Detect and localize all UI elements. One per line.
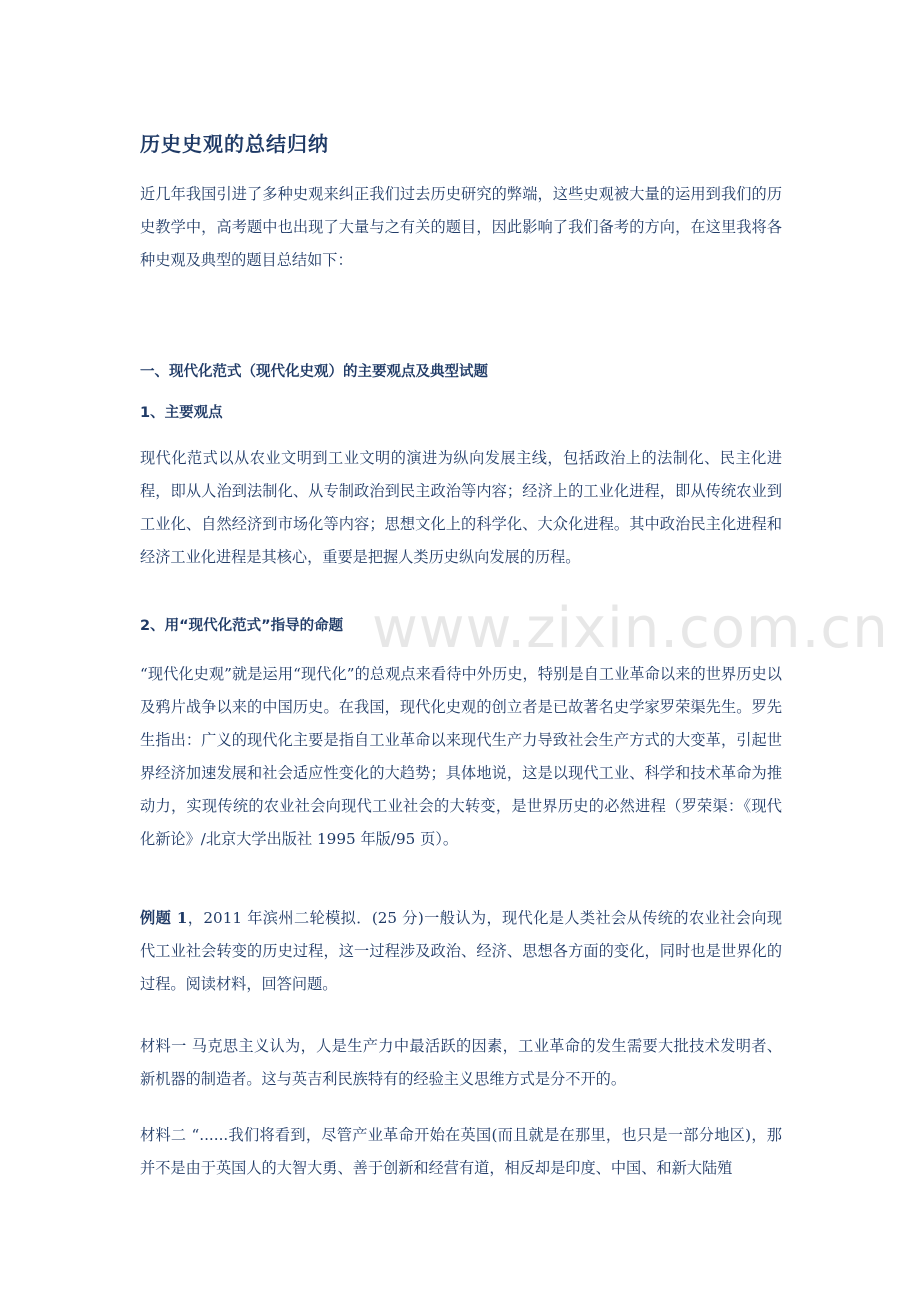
modernization-paragraph: “现代化史观”就是运用“现代化”的总观点来看待中外历史，特别是自工业革命以来的世界历史以及鸦片战争以来的中国历史。在我国，现代化史观的创立者是已故著名史学家罗荣渠先生。罗先生指出：广义的现代化主要是指自工业革命以来现代生产力导致社会生产方式的大变革，引起世界经济加速发展和社会适应性变化的大趋势；具体地说，这是以现代工业、科学和技术革命为推动力，实现传统的农业社会向现代工业社会的大转变，是世界历史的必然进程（罗荣渠：《现代化新论》/北京大学出版社 1995 年版/95 页）。	[140, 665, 782, 848]
page-title: 历史史观的总结归纳	[140, 132, 329, 156]
subsection-heading: 2、用“现代化范式”指导的命题	[140, 618, 344, 634]
material-one-paragraph: 材料一 马克思主义认为，人是生产力中最活跃的因素，工业革命的发生需要大批技术发明者、新机器的制造者。这与英吉利民族特有的经验主义思维方式是分不开的。	[140, 1037, 782, 1088]
example-label: 例题 1	[140, 909, 188, 927]
example-text: ，2011 年滨州二轮模拟．(25 分)一般认为，现代化是人类社会从传统的农业社会向现代工业社会转变的历史过程，这一过程涉及政治、经济、思想各方面的变化，同时也是世界化的过程。阅读材料，回答问题。	[140, 909, 783, 993]
section-heading: 一、现代化范式（现代化史观）的主要观点及典型试题	[140, 364, 488, 380]
material-two-paragraph: 材料二 “......我们将看到，尽管产业革命开始在英国(而且就是在那里，也只是一部分地区)，那并不是由于英国人的大智大勇、善于创新和经营有道，相反却是印度、中国、和新大陆殖	[140, 1126, 782, 1177]
main-points-paragraph: 现代化范式以从农业文明到工业文明的演进为纵向发展主线，包括政治上的法制化、民主化进程，即从人治到法制化、从专制政治到民主政治等内容；经济上的工业化进程，即从传统农业到工业化、自然经济到市场化等内容；思想文化上的科学化、大众化进程。其中政治民主化进程和经济工业化进程是其核心，重要是把握人类历史纵向发展的历程。	[140, 449, 782, 566]
watermark: www.zixin.com.cn	[372, 596, 889, 661]
subsection-heading: 1、主要观点	[140, 405, 223, 421]
example-paragraph	[140, 902, 782, 1001]
intro-paragraph: 近几年我国引进了多种史观来纠正我们过去历史研究的弊端，这些史观被大量的运用到我们的历史教学中，高考题中也出现了大量与之有关的题目，因此影响了我们备考的方向，在这里我将各种史观及典型的题目总结如下：	[140, 185, 782, 269]
